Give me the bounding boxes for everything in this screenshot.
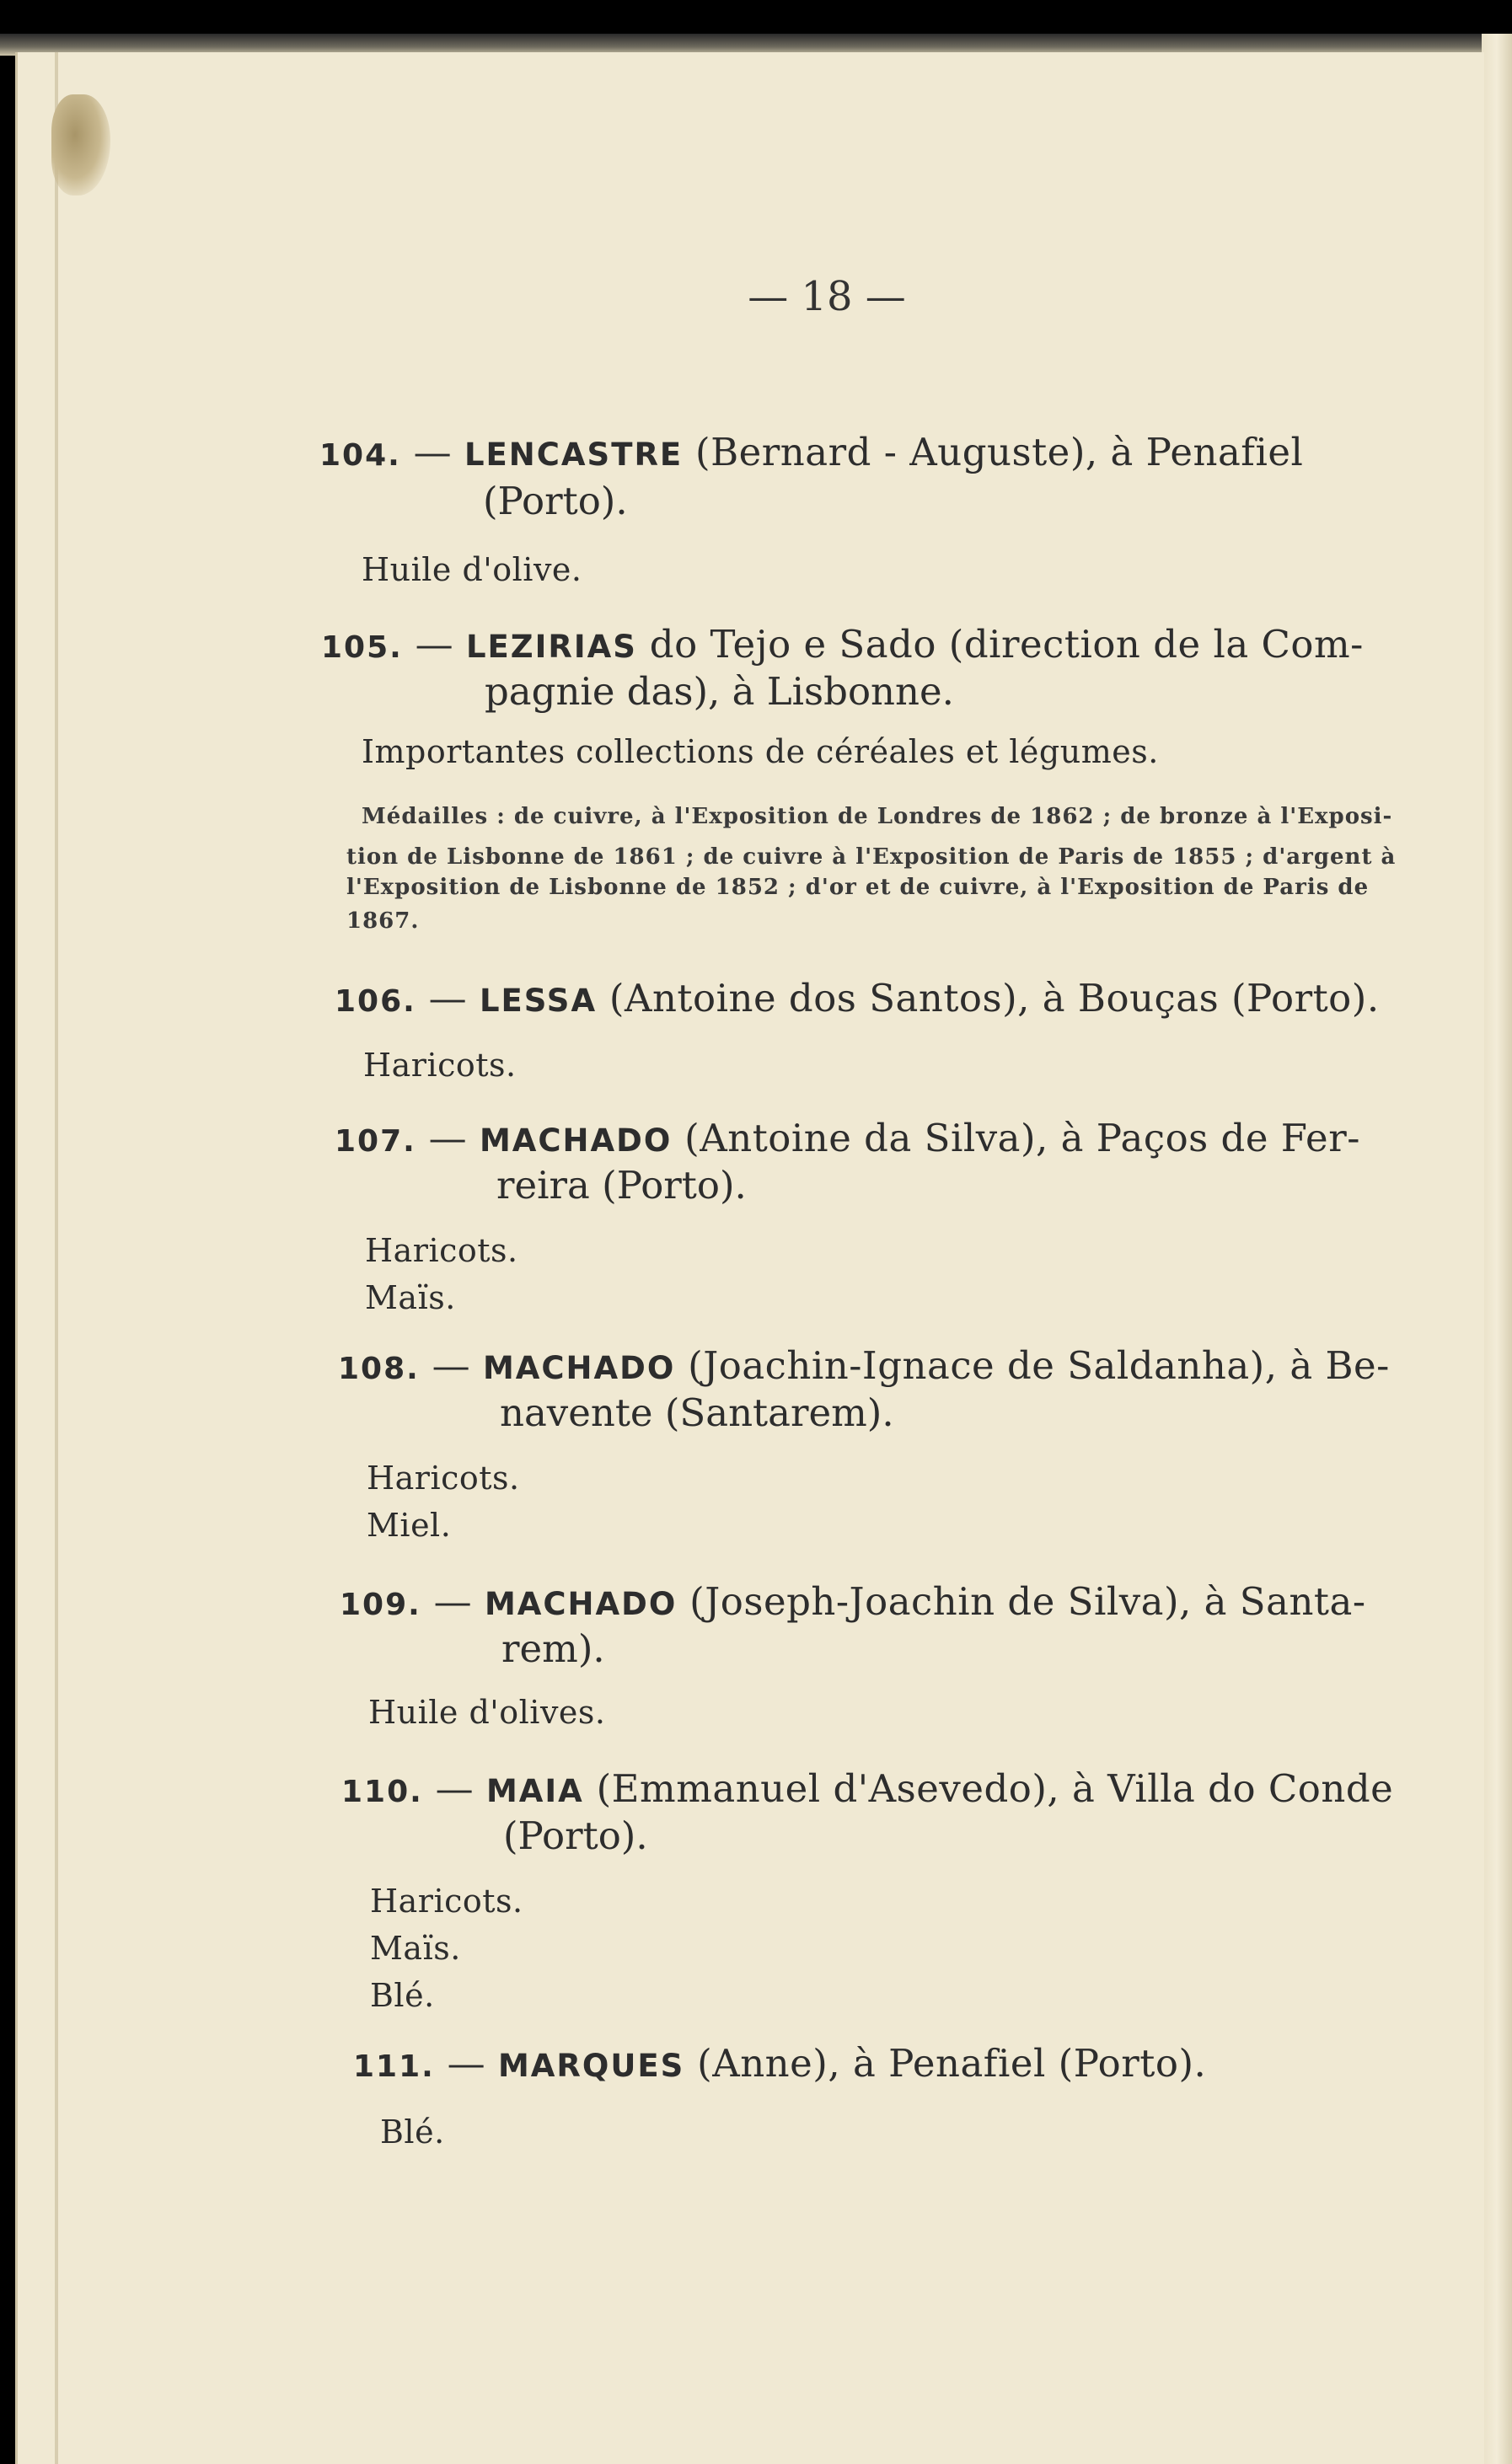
product-line: Huile d'olives. <box>368 1694 606 1731</box>
product-line: Importantes collections de céréales et légumes. <box>362 733 1159 770</box>
next-page-edge <box>1482 34 1512 2464</box>
entry-number: 110. <box>341 1775 423 1809</box>
entry-106-header <box>335 976 1380 1020</box>
product-line: Blé. <box>370 1977 435 2014</box>
exhibitor-name: MACHADO <box>482 1350 676 1386</box>
exhibitor-details: (Antoine da Silva), à Paços de Fer- <box>684 1116 1360 1160</box>
entry-107-header <box>335 1116 1360 1160</box>
entry-number: 108. <box>338 1352 420 1386</box>
entry-number: 105. <box>321 630 403 665</box>
entry-109-header <box>340 1579 1366 1624</box>
page-fold-line <box>55 52 58 2464</box>
entry-110-header <box>341 1766 1393 1811</box>
entry-104-header <box>319 430 1303 474</box>
exhibitor-name: MAIA <box>485 1773 584 1809</box>
entry-dash: — <box>432 1343 471 1388</box>
exhibitor-name: MACHADO <box>479 1122 673 1159</box>
product-line: Miel. <box>367 1507 452 1544</box>
exhibitor-name: MACHADO <box>484 1586 678 1622</box>
exhibitor-details: (Anne), à Penafiel (Porto). <box>697 2041 1207 2086</box>
entry-number: 109. <box>340 1588 421 1622</box>
medal-line: l'Exposition de Lisbonne de 1852 ; d'or et de cuivre, à l'Exposition de Paris de <box>346 875 1370 900</box>
exhibitor-details: (Antoine dos Santos), à Bouças (Porto). <box>609 976 1380 1020</box>
exhibitor-name: LENCASTRE <box>464 437 684 473</box>
entry-104-continuation: (Porto). <box>483 479 628 523</box>
entry-dash: — <box>413 430 453 474</box>
product-line: Haricots. <box>370 1883 523 1920</box>
exhibitor-details: (Joseph-Joachin de Silva), à Santa- <box>689 1579 1366 1624</box>
entry-dash: — <box>428 1116 468 1160</box>
book-page <box>15 52 1484 2464</box>
exhibitor-name: LESSA <box>479 983 598 1019</box>
entry-dash: — <box>415 622 454 667</box>
entry-110-continuation: (Porto). <box>503 1813 648 1858</box>
page-number: — 18 — <box>748 273 906 320</box>
paper-stain <box>51 94 110 196</box>
product-line: Haricots. <box>363 1047 517 1084</box>
product-line: Haricots. <box>365 1232 518 1269</box>
medal-line: tion de Lisbonne de 1861 ; de cuivre à l'Exposition de Paris de 1855 ; d'argent à <box>346 844 1397 870</box>
exhibitor-name: LEZIRIAS <box>465 629 637 665</box>
exhibitor-details: (Emmanuel d'Asevedo), à Villa do Conde <box>596 1766 1394 1811</box>
entry-108-header <box>338 1343 1390 1388</box>
medal-line: 1867. <box>346 908 420 934</box>
entry-number: 107. <box>335 1124 416 1159</box>
product-line: Blé. <box>380 2113 445 2151</box>
entry-number: 111. <box>353 2049 435 2084</box>
product-line: Haricots. <box>367 1460 520 1497</box>
entry-105-continuation: pagnie das), à Lisbonne. <box>485 669 954 714</box>
exhibitor-details: (Joachin-Ignace de Saldanha), à Be- <box>688 1343 1390 1388</box>
entry-107-continuation: reira (Porto). <box>496 1163 747 1208</box>
product-line: Maïs. <box>370 1930 461 1967</box>
entry-dash: — <box>447 2041 486 2086</box>
medal-line: Médailles : de cuivre, à l'Exposition de Londres de 1862 ; de bronze à l'Exposi- <box>362 804 1393 829</box>
entry-dash: — <box>435 1766 475 1811</box>
exhibitor-details: (Bernard - Auguste), à Penafiel <box>695 430 1304 474</box>
product-line: Huile d'olive. <box>362 551 582 588</box>
entry-dash: — <box>433 1579 473 1624</box>
entry-dash: — <box>428 976 468 1020</box>
entry-108-continuation: navente (Santarem). <box>500 1390 894 1435</box>
entry-number: 104. <box>319 438 401 473</box>
entry-111-header <box>353 2041 1206 2086</box>
entry-109-continuation: rem). <box>501 1626 605 1671</box>
entry-105-header <box>321 622 1364 667</box>
exhibitor-details: do Tejo e Sado (direction de la Com- <box>649 622 1364 667</box>
exhibitor-name: MARQUES <box>497 2048 685 2084</box>
entry-number: 106. <box>335 984 416 1019</box>
product-line: Maïs. <box>365 1279 456 1316</box>
